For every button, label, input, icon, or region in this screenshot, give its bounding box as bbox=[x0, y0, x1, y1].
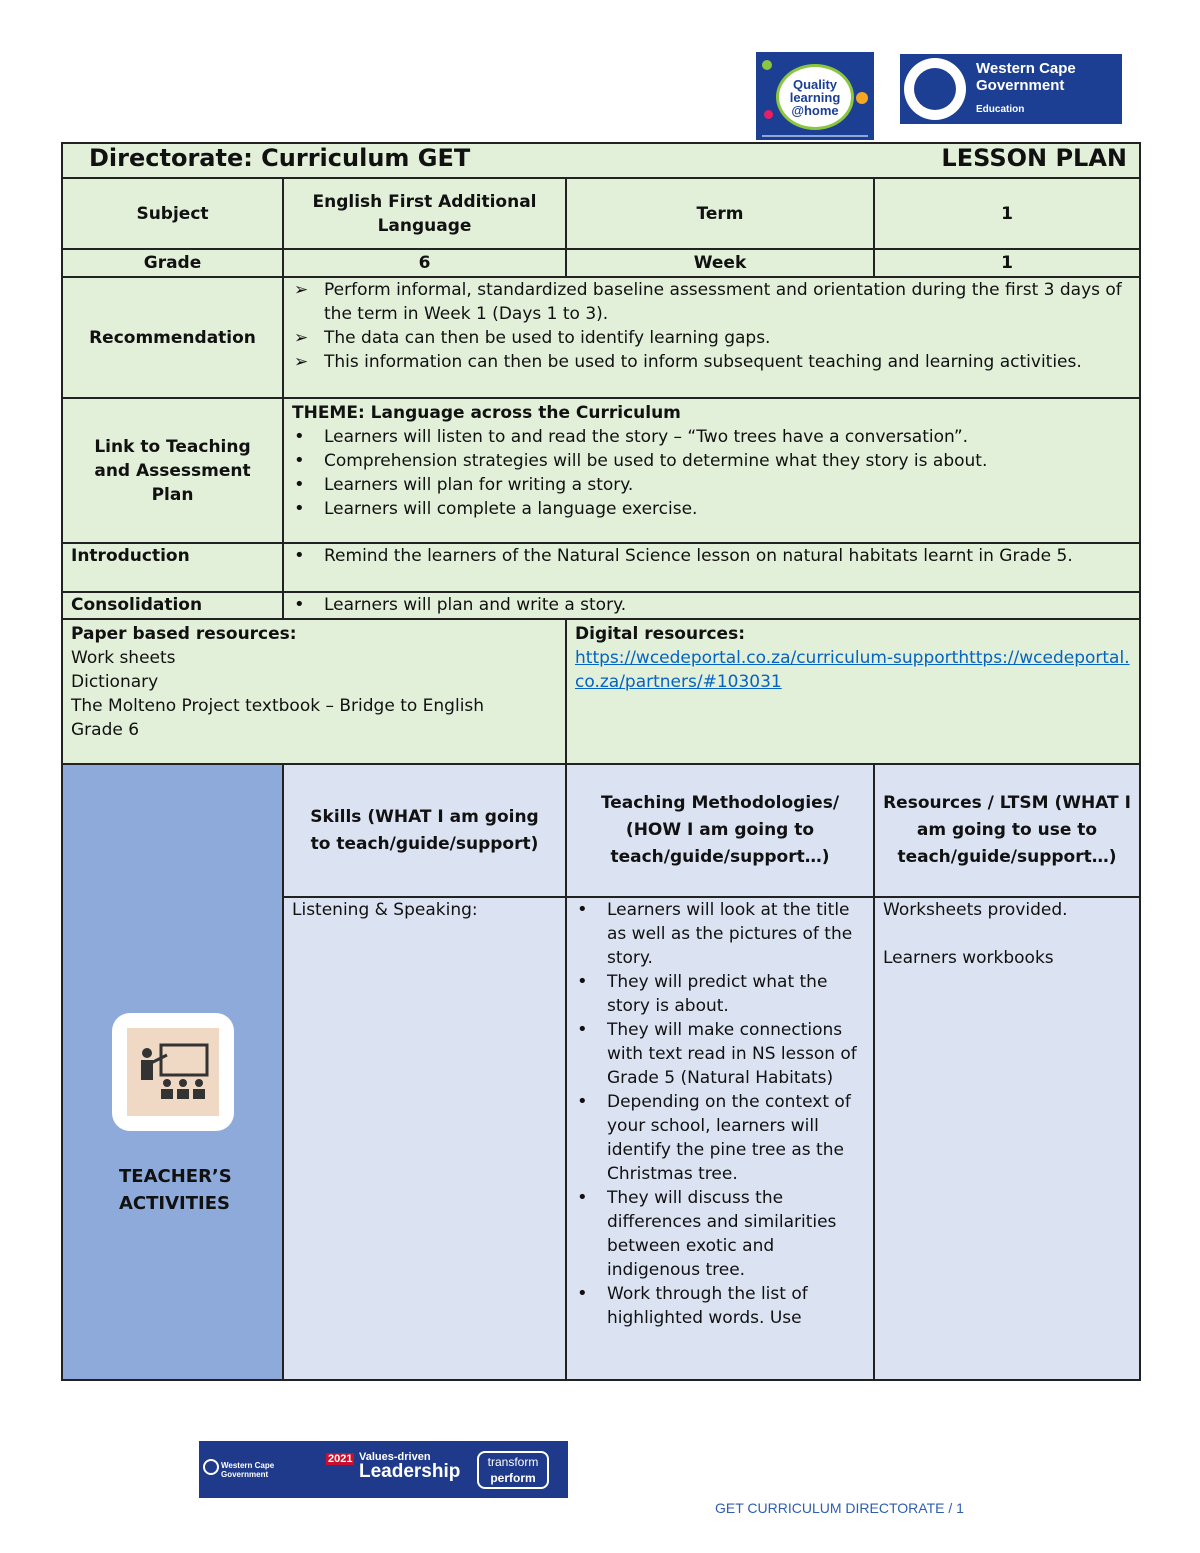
teacher-presentation-icon bbox=[112, 1013, 234, 1131]
week-label: Week bbox=[566, 249, 874, 277]
recommendation-item: ➢ This information can then be used to inform subsequent teaching and learning activities. bbox=[288, 350, 1131, 374]
term-value: 1 bbox=[874, 178, 1140, 249]
methodologies-list bbox=[571, 898, 865, 1330]
skills-header: Skills (WHAT I am going to teach/guide/support) bbox=[283, 764, 566, 897]
transform-perform-badge bbox=[477, 1451, 549, 1489]
methodologies-cell bbox=[566, 897, 874, 1380]
footer-page-label: GET CURRICULUM DIRECTORATE / 1 bbox=[715, 1500, 964, 1516]
paper-resource-line: The Molteno Project textbook – Bridge to English bbox=[71, 696, 485, 716]
methodology-item: • They will discuss the differences and similarities between exotic and indigenous tree. bbox=[571, 1186, 861, 1282]
wcg-line-1: Western Cape bbox=[976, 60, 1076, 77]
link-item: • Learners will plan for writing a story. bbox=[288, 473, 1131, 497]
western-cape-government-logo bbox=[900, 54, 1122, 124]
grade-value: 6 bbox=[283, 249, 566, 277]
values-driven-leadership-banner bbox=[199, 1441, 568, 1498]
paper-resource-line: Work sheets bbox=[71, 648, 176, 668]
recommendation-item: ➢ Perform informal, standardized baseline assessment and orientation during the first 3 days of the term in Week 1 (Days 1 to 3). bbox=[288, 278, 1131, 326]
recommendation-list bbox=[288, 278, 1131, 374]
methodology-item: • Learners will look at the title as well as the pictures of the story. bbox=[571, 898, 861, 970]
banner-wcg-text: Western Cape Government bbox=[221, 1461, 275, 1479]
grade-label: Grade bbox=[62, 249, 283, 277]
digital-resources bbox=[566, 619, 1140, 764]
wcg-department: Education bbox=[976, 104, 1025, 115]
lesson-plan-title: LESSON PLAN bbox=[941, 144, 1127, 172]
banner-values-driven: Values-driven bbox=[359, 1451, 431, 1463]
introduction-item: • Remind the learners of the Natural Science lesson on natural habitats learnt in Grade 5. bbox=[288, 544, 1131, 568]
teacher-activities-label: TEACHER’S ACTIVITIES bbox=[119, 1165, 232, 1214]
resource-line: Worksheets provided. bbox=[883, 900, 1068, 920]
crest-icon bbox=[904, 58, 966, 120]
methodology-item: • They will make connections with text read in NS lesson of Grade 5 (Natural Habitats) bbox=[571, 1018, 861, 1090]
resources-ltsm-cell bbox=[874, 897, 1140, 1380]
ql-line-1: Quality bbox=[792, 76, 838, 92]
ql-footer-strip bbox=[762, 135, 868, 137]
skills-cell bbox=[283, 897, 566, 1380]
lesson-plan-table bbox=[61, 142, 1141, 1381]
link-list bbox=[288, 425, 1131, 521]
ql-line-3: @home bbox=[791, 102, 839, 118]
introduction-content bbox=[283, 543, 1140, 592]
wcg-crest-icon bbox=[203, 1459, 219, 1475]
methodology-item: • They will predict what the story is about. bbox=[571, 970, 861, 1018]
banner-perform: perform bbox=[490, 1471, 536, 1485]
methodology-item: • Work through the list of highlighted words. Use bbox=[571, 1282, 861, 1330]
wcg-line-2: Government bbox=[976, 77, 1065, 94]
methodologies-header: Teaching Methodologies/ (HOW I am going to teach/guide/support…) bbox=[566, 764, 874, 897]
paper-resources-label: Paper based resources: bbox=[71, 624, 297, 644]
link-item: • Learners will complete a language exercise. bbox=[288, 497, 1131, 521]
teacher-activities-panel bbox=[62, 764, 283, 1380]
banner-year: 2021 bbox=[328, 1453, 353, 1465]
subject-label: Subject bbox=[62, 178, 283, 249]
wcg-name bbox=[976, 60, 1076, 94]
consolidation-item: • Learners will plan and write a story. bbox=[288, 593, 1131, 617]
directorate-header bbox=[62, 143, 1140, 178]
paper-resource-line: Grade 6 bbox=[71, 720, 140, 740]
subject-value: English First Additional Language bbox=[283, 178, 566, 249]
theme-heading: THEME: Language across the Curriculum bbox=[292, 403, 681, 423]
consolidation-content bbox=[283, 592, 1140, 619]
directorate-title: Directorate: Curriculum GET bbox=[89, 144, 471, 172]
resource-line: Learners workbooks bbox=[883, 948, 1054, 968]
quality-learning-badge bbox=[776, 64, 854, 130]
skills-value: Listening & Speaking: bbox=[292, 900, 478, 920]
link-label: Link to Teaching and Assessment Plan bbox=[62, 398, 283, 543]
banner-transform: transform bbox=[487, 1455, 539, 1469]
introduction-label: Introduction bbox=[62, 543, 283, 592]
resources-ltsm-header: Resources / LTSM (WHAT I am going to use to teach/guide/support…) bbox=[874, 764, 1140, 897]
recommendation-content bbox=[283, 277, 1140, 398]
link-content bbox=[283, 398, 1140, 543]
quality-learning-logo bbox=[756, 52, 874, 140]
paper-resource-line: Dictionary bbox=[71, 672, 159, 692]
ql-line-2: learning bbox=[789, 89, 841, 105]
link-item: • Comprehension strategies will be used to determine what they story is about. bbox=[288, 449, 1131, 473]
paper-resources bbox=[62, 619, 566, 764]
consolidation-label: Consolidation bbox=[62, 592, 283, 619]
digital-resource-link[interactable]: https://wcedeportal.co.za/curriculum-supporthttps://wcedeportal.co.za/partners/#103031 bbox=[575, 648, 1130, 692]
week-value: 1 bbox=[874, 249, 1140, 277]
recommendation-label: Recommendation bbox=[62, 277, 283, 398]
digital-resources-label: Digital resources: bbox=[575, 624, 745, 644]
recommendation-item: ➢ The data can then be used to identify learning gaps. bbox=[288, 326, 1131, 350]
banner-leadership: Leadership bbox=[359, 1461, 461, 1482]
link-item: • Learners will listen to and read the story – “Two trees have a conversation”. bbox=[288, 425, 1131, 449]
methodology-item: • Depending on the context of your school, learners will identify the pine tree as the Christmas tree. bbox=[571, 1090, 861, 1186]
term-label: Term bbox=[566, 178, 874, 249]
